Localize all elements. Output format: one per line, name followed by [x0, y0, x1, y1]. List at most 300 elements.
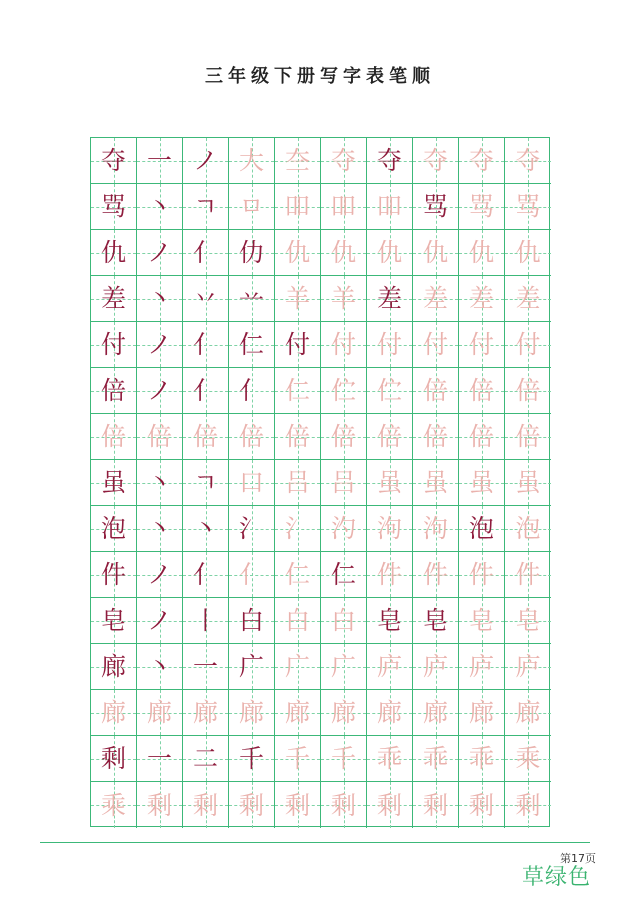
grid-cell [229, 644, 275, 690]
trace-character: 件 [422, 560, 448, 589]
trace-character: 庐 [422, 652, 448, 681]
trace-character: 伫 [330, 376, 356, 405]
grid-cell [183, 736, 229, 782]
trace-character: 廊 [330, 698, 356, 727]
grid-cell [229, 690, 275, 736]
grid-cell [91, 460, 137, 506]
grid-cell [321, 598, 367, 644]
grid-cell [229, 552, 275, 598]
trace-character: 庐 [468, 652, 494, 681]
stroke-character: 皂 [100, 606, 126, 635]
trace-character: 剩 [146, 790, 172, 820]
grid-cell [275, 414, 321, 460]
grid-cell [91, 230, 137, 276]
grid-cell [367, 460, 413, 506]
page-number: 第17页 [560, 852, 596, 865]
trace-character: 夺 [422, 146, 448, 175]
grid-cell [367, 690, 413, 736]
trace-character: 剩 [330, 790, 356, 820]
grid-cell [321, 230, 367, 276]
grid-cell [183, 644, 229, 690]
stroke-character: 骂 [422, 192, 448, 221]
grid-cell [459, 736, 505, 782]
trace-character: 倍 [146, 422, 172, 451]
trace-character: 亻 [238, 560, 264, 589]
stroke-character: 剩 [100, 744, 126, 773]
grid-cell [321, 552, 367, 598]
grid-cell [413, 184, 459, 230]
grid-cell [275, 782, 321, 828]
trace-character: 泡 [515, 514, 541, 543]
stroke-character: 骂 [100, 192, 126, 221]
grid-cell [91, 782, 137, 828]
stroke-character: 付 [284, 330, 310, 359]
trace-character: 倍 [192, 422, 218, 451]
stroke-character: 一 [146, 744, 172, 773]
trace-character: 倍 [376, 422, 402, 451]
grid-cell [229, 138, 275, 184]
grid-cell [91, 322, 137, 368]
grid-cell [505, 598, 551, 644]
trace-character: 骂 [468, 192, 494, 221]
grid-cell [275, 322, 321, 368]
trace-character: 件 [515, 560, 541, 589]
trace-character: 仇 [468, 238, 494, 267]
grid-cell [505, 184, 551, 230]
trace-character: 羊 [330, 284, 356, 313]
trace-character: 件 [468, 560, 494, 589]
grid-cell [367, 598, 413, 644]
stroke-character: ノ [192, 146, 218, 175]
trace-character: 夺 [515, 146, 541, 175]
grid-cell [137, 690, 183, 736]
grid-cell [505, 644, 551, 690]
grid-cell [413, 782, 459, 828]
trace-character: 氵 [284, 514, 310, 543]
grid-cell [505, 782, 551, 828]
grid-cell [413, 552, 459, 598]
trace-character: 仇 [284, 238, 310, 267]
grid-cell [183, 460, 229, 506]
stroke-character: 皂 [376, 606, 402, 635]
grid-cell [367, 322, 413, 368]
grid-cell [91, 506, 137, 552]
grid-cell [505, 138, 551, 184]
stroke-character: 泡 [468, 514, 494, 543]
grid-cell [505, 414, 551, 460]
grid-cell [505, 736, 551, 782]
stroke-character: 䒑 [238, 284, 264, 313]
grid-cell [183, 598, 229, 644]
grid-cell [321, 736, 367, 782]
trace-character: 庐 [515, 652, 541, 681]
trace-character: 件 [376, 560, 402, 589]
trace-character: 汋 [330, 514, 356, 543]
grid-cell [229, 460, 275, 506]
trace-character: 剩 [376, 790, 402, 820]
trace-character: 吅 [284, 192, 310, 221]
grid-cell [137, 736, 183, 782]
grid-cell [275, 552, 321, 598]
stroke-character: 仁 [330, 560, 356, 589]
stroke-character: 二 [192, 744, 218, 773]
grid-cell [413, 138, 459, 184]
grid-cell [321, 644, 367, 690]
stroke-character: 仂 [238, 238, 264, 267]
grid-cell [505, 368, 551, 414]
grid-cell [367, 506, 413, 552]
grid-cell [321, 276, 367, 322]
trace-character: 廊 [422, 698, 448, 727]
grid-cell [367, 414, 413, 460]
stroke-character: 丶 [146, 192, 172, 221]
grid-cell [275, 230, 321, 276]
grid-cell [367, 368, 413, 414]
stroke-character: 廊 [100, 652, 126, 681]
trace-character: 廊 [515, 698, 541, 727]
stroke-character: 泡 [100, 514, 126, 543]
grid-cell [505, 276, 551, 322]
stroke-character: 千 [238, 744, 264, 773]
trace-character: 廊 [100, 698, 126, 727]
trace-character: 差 [468, 284, 494, 313]
trace-character: 仇 [422, 238, 448, 267]
stroke-character: 氵 [238, 514, 264, 543]
trace-character: 千 [284, 744, 310, 773]
trace-character: 付 [468, 330, 494, 359]
grid-cell [413, 322, 459, 368]
stroke-character: ノ [146, 376, 172, 405]
grid-cell [459, 552, 505, 598]
grid-cell [183, 138, 229, 184]
grid-cell [459, 414, 505, 460]
trace-character: 廊 [238, 698, 264, 727]
grid-cell [367, 138, 413, 184]
stroke-character: ノ [146, 560, 172, 589]
stroke-character: 一 [146, 146, 172, 175]
grid-cell [459, 644, 505, 690]
trace-character: 廊 [146, 698, 172, 727]
grid-cell [229, 414, 275, 460]
grid-cell [183, 368, 229, 414]
grid-cell [137, 644, 183, 690]
grid-cell [413, 644, 459, 690]
trace-character: 仇 [515, 238, 541, 267]
grid-cell [459, 138, 505, 184]
trace-character: 白 [284, 606, 310, 635]
trace-character: 倍 [100, 422, 126, 451]
grid-cell [459, 506, 505, 552]
stroke-character: ノ [146, 238, 172, 267]
trace-character: 剩 [238, 790, 264, 820]
trace-character: 口 [238, 468, 264, 497]
trace-character: 皂 [515, 606, 541, 635]
trace-character: 白 [330, 606, 356, 635]
grid-cell [137, 506, 183, 552]
trace-character: 差 [422, 284, 448, 313]
grid-cell [91, 690, 137, 736]
trace-character: 剩 [192, 790, 218, 820]
trace-character: 羊 [284, 284, 310, 313]
grid-cell [275, 368, 321, 414]
trace-character: 夺 [330, 146, 356, 175]
grid-cell [413, 368, 459, 414]
stroke-character: ノ [146, 606, 172, 635]
grid-cell [137, 782, 183, 828]
trace-character: 倍 [422, 376, 448, 405]
grid-cell [459, 368, 505, 414]
stroke-character: ㄱ [193, 468, 218, 497]
stroke-character: 丨 [192, 606, 218, 635]
stroke-character: 丶 [146, 284, 172, 313]
grid-cell [413, 690, 459, 736]
trace-character: 剩 [468, 790, 494, 820]
grid-cell [183, 230, 229, 276]
stroke-character: 仁 [238, 330, 264, 359]
grid-cell [229, 506, 275, 552]
writing-grid [90, 137, 550, 827]
trace-character: 乘 [100, 790, 126, 820]
grid-cell [183, 690, 229, 736]
grid-cell [91, 138, 137, 184]
stroke-character: 广 [238, 652, 264, 681]
grid-cell [275, 506, 321, 552]
trace-character: 夳 [284, 146, 310, 175]
trace-character: 吕 [284, 468, 310, 497]
trace-character: 广 [284, 652, 310, 681]
stroke-character: 丶 [146, 652, 172, 681]
grid-cell [505, 322, 551, 368]
grid-cell [459, 690, 505, 736]
grid-cell [137, 460, 183, 506]
trace-character: 付 [330, 330, 356, 359]
trace-character: 剩 [422, 790, 448, 820]
grid-cell [229, 276, 275, 322]
grid-cell [91, 276, 137, 322]
grid-cell [137, 368, 183, 414]
grid-cell [505, 552, 551, 598]
trace-character: 倍 [238, 422, 264, 451]
trace-character: 倍 [284, 422, 310, 451]
grid-cell [459, 782, 505, 828]
grid-cell [137, 598, 183, 644]
trace-character: 吅 [330, 192, 356, 221]
grid-cell [91, 414, 137, 460]
trace-character: 剩 [515, 790, 541, 820]
trace-character: 广 [330, 652, 356, 681]
stroke-character: 亻 [192, 376, 218, 405]
grid-cell [413, 598, 459, 644]
grid-cell [183, 322, 229, 368]
stroke-character: 差 [100, 284, 126, 313]
grid-cell [321, 138, 367, 184]
brand-logo-text: 草绿色 [522, 865, 592, 890]
grid-cell [91, 184, 137, 230]
grid-cell [137, 414, 183, 460]
stroke-character: 亻 [238, 376, 264, 405]
grid-cell [275, 690, 321, 736]
grid-cell [459, 598, 505, 644]
grid-cell [459, 276, 505, 322]
trace-character: 仇 [330, 238, 356, 267]
grid-cell [459, 230, 505, 276]
trace-character: 仁 [284, 376, 310, 405]
grid-cell [183, 184, 229, 230]
trace-character: 虽 [468, 468, 494, 497]
grid-cell [91, 598, 137, 644]
trace-character: 仁 [284, 560, 310, 589]
grid-cell [229, 184, 275, 230]
grid-cell [91, 736, 137, 782]
grid-cell [229, 322, 275, 368]
stroke-character: ノ [146, 330, 172, 359]
stroke-character: 件 [100, 560, 126, 589]
grid-cell [367, 736, 413, 782]
stroke-character: 倍 [100, 376, 126, 405]
stroke-character: 亻 [192, 560, 218, 589]
grid-cell [275, 138, 321, 184]
trace-character: 付 [515, 330, 541, 359]
grid-cell [91, 552, 137, 598]
grid-cell [413, 460, 459, 506]
grid-cell [321, 368, 367, 414]
grid-cell [505, 460, 551, 506]
page-title: 三年级下册写字表笔顺 [205, 66, 435, 87]
grid-cell [321, 782, 367, 828]
trace-character: 乖 [468, 744, 494, 773]
trace-character: 廊 [192, 698, 218, 727]
grid-cell [137, 230, 183, 276]
grid-cell [505, 230, 551, 276]
grid-cell [413, 414, 459, 460]
grid-cell [413, 506, 459, 552]
grid-cell [505, 506, 551, 552]
grid-cell [275, 184, 321, 230]
trace-character: 伫 [376, 376, 402, 405]
trace-character: 泃 [422, 514, 448, 543]
grid-cell [459, 322, 505, 368]
stroke-character: 付 [100, 330, 126, 359]
grid-cell [275, 460, 321, 506]
grid-cell [321, 460, 367, 506]
grid-cell [137, 184, 183, 230]
grid-cell [275, 598, 321, 644]
grid-cell [459, 184, 505, 230]
stroke-character: 丶 [146, 514, 172, 543]
grid-cell [367, 782, 413, 828]
stroke-character: 亻 [192, 330, 218, 359]
grid-cell [229, 368, 275, 414]
stroke-character: 丶 [192, 514, 218, 543]
grid-cell [91, 368, 137, 414]
trace-character: 廊 [468, 698, 494, 727]
trace-character: 付 [376, 330, 402, 359]
grid-cell [183, 414, 229, 460]
trace-character: 倍 [515, 376, 541, 405]
trace-character: 乖 [376, 744, 402, 773]
grid-cell [367, 230, 413, 276]
grid-cell [183, 276, 229, 322]
grid-cell [91, 644, 137, 690]
trace-character: 虽 [515, 468, 541, 497]
grid-cell [321, 184, 367, 230]
grid-cell [229, 782, 275, 828]
trace-character: 皂 [468, 606, 494, 635]
grid-cell [413, 230, 459, 276]
stroke-character: 丷 [192, 284, 218, 313]
trace-character: ㅁ [239, 192, 264, 221]
trace-character: 付 [422, 330, 448, 359]
stroke-character: 虽 [100, 468, 126, 497]
footer-divider [40, 842, 590, 843]
grid-cell [367, 552, 413, 598]
trace-character: 仇 [376, 238, 402, 267]
trace-character: 庐 [376, 652, 402, 681]
grid-cell [183, 506, 229, 552]
trace-character: 倍 [515, 422, 541, 451]
trace-character: 乖 [422, 744, 448, 773]
stroke-character: 一 [192, 652, 218, 681]
trace-character: 倍 [468, 376, 494, 405]
trace-character: 倍 [422, 422, 448, 451]
trace-character: 廊 [284, 698, 310, 727]
trace-character: 吕 [330, 468, 356, 497]
grid-cell [321, 322, 367, 368]
trace-character: 夺 [468, 146, 494, 175]
trace-character: 虽 [422, 468, 448, 497]
grid-cell [183, 782, 229, 828]
trace-character: 倍 [468, 422, 494, 451]
grid-cell [183, 552, 229, 598]
grid-cell [321, 690, 367, 736]
trace-character: 倍 [330, 422, 356, 451]
trace-character: 泃 [376, 514, 402, 543]
grid-cell [137, 552, 183, 598]
grid-cell [137, 138, 183, 184]
grid-cell [275, 736, 321, 782]
stroke-character: 仇 [100, 238, 126, 267]
trace-character: 剩 [284, 790, 310, 820]
stroke-character: 白 [238, 606, 264, 635]
grid-cell [229, 230, 275, 276]
trace-character: 廊 [376, 698, 402, 727]
trace-character: 差 [515, 284, 541, 313]
trace-character: 虽 [376, 468, 402, 497]
trace-character: 大 [238, 146, 264, 175]
grid-cell [137, 276, 183, 322]
grid-cell [367, 184, 413, 230]
grid-cell [229, 598, 275, 644]
stroke-character: ㄱ [193, 192, 218, 221]
grid-cell [459, 460, 505, 506]
grid-cell [137, 322, 183, 368]
grid-cell [367, 644, 413, 690]
stroke-character: 皂 [422, 606, 448, 635]
grid-cell [321, 506, 367, 552]
grid-cell [413, 276, 459, 322]
grid-cell [321, 414, 367, 460]
stroke-character: 夺 [376, 146, 402, 175]
trace-character: 乘 [515, 744, 541, 773]
trace-character: 骂 [515, 192, 541, 221]
grid-cell [275, 276, 321, 322]
stroke-character: 夺 [100, 146, 126, 175]
grid-cell [367, 276, 413, 322]
grid-cell [275, 644, 321, 690]
grid-cell [229, 736, 275, 782]
grid-cell [413, 736, 459, 782]
stroke-character: 丶 [146, 468, 172, 497]
